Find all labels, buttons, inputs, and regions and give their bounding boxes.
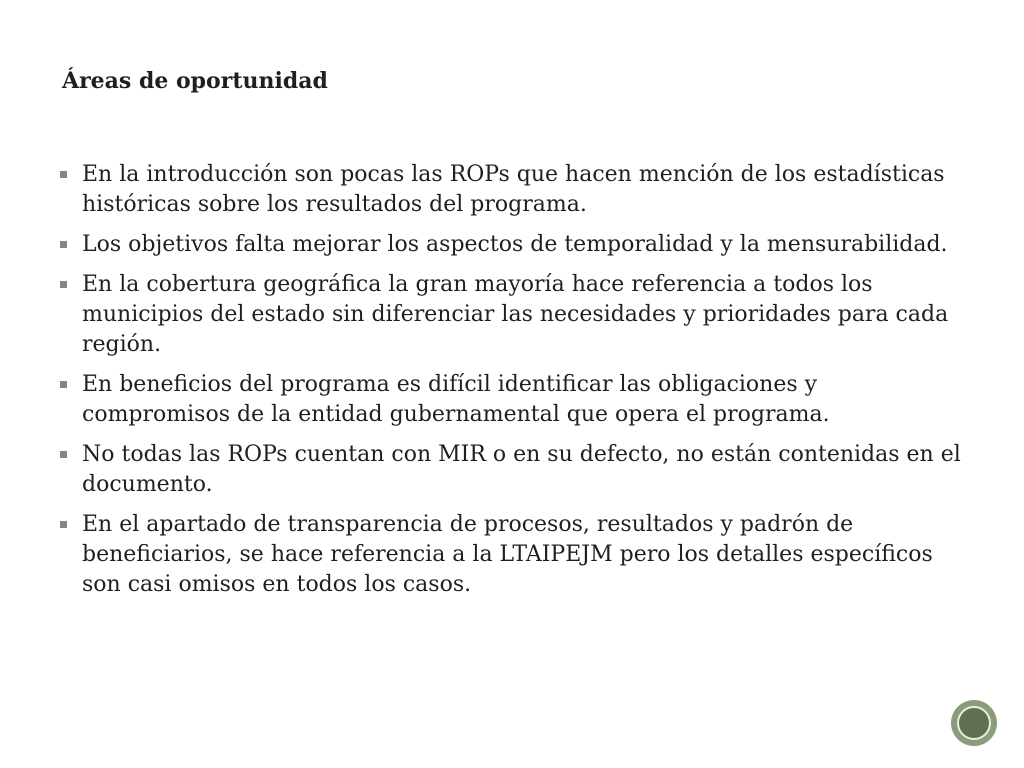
list-item: [58, 370, 968, 430]
list-item: [58, 510, 968, 600]
list-item: [58, 270, 968, 360]
square-bullet-icon: [60, 241, 67, 248]
list-item: [58, 160, 968, 220]
bullet-text: En beneficios del programa es difícil identificar las obligaciones y compromisos de la entidad gubernamental que opera el programa.: [82, 372, 830, 427]
bullet-text: En la cobertura geográfica la gran mayoría hace referencia a todos los municipios del estado sin diferenciar las necesidades y prioridades para cada región.: [82, 272, 949, 357]
bullet-text: En la introducción son pocas las ROPs que hacen mención de los estadísticas históricas sobre los resultados del programa.: [82, 162, 945, 217]
square-bullet-icon: [60, 281, 67, 288]
circle-badge-icon: [957, 706, 991, 740]
square-bullet-icon: [60, 451, 67, 458]
slide-number-badge: [951, 700, 997, 746]
bullet-text: En el apartado de transparencia de procesos, resultados y padrón de beneficiarios, se hace referencia a la LTAIPEJM pero los detalles específicos son casi omisos en todos los casos.: [82, 512, 933, 597]
bullet-text: Los objetivos falta mejorar los aspectos de temporalidad y la mensurabilidad.: [82, 232, 948, 257]
slide-title: Áreas de oportunidad: [62, 68, 328, 94]
list-item: [58, 230, 968, 260]
square-bullet-icon: [60, 521, 67, 528]
list-item: [58, 440, 968, 500]
square-bullet-icon: [60, 381, 67, 388]
square-bullet-icon: [60, 171, 67, 178]
bullet-list: [58, 160, 968, 610]
bullet-text: No todas las ROPs cuentan con MIR o en su defecto, no están contenidas en el documento.: [82, 442, 961, 497]
